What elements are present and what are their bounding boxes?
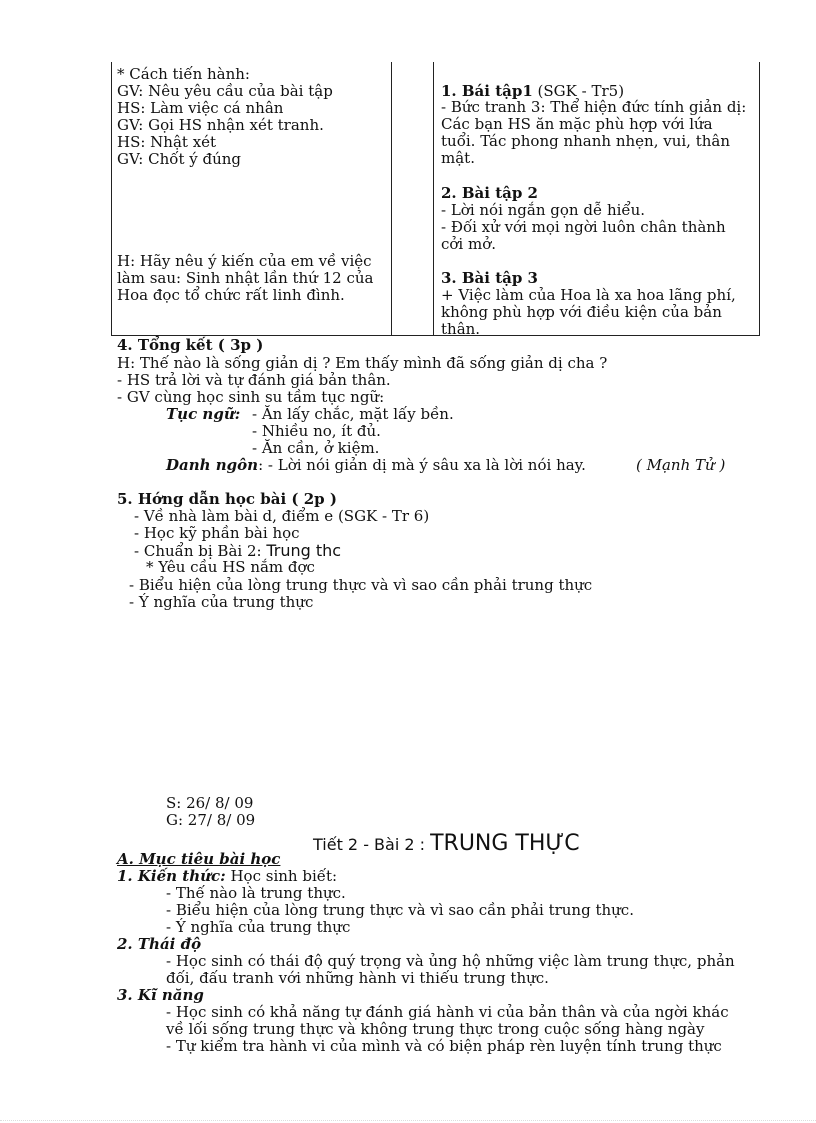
summary-line: H: Thế nào là sống giản dị ? Em thấy mình đã sống giản dị cha ?: [117, 354, 608, 372]
procedure-line: GV: Nêu yêu cầu của bài tập: [117, 82, 333, 100]
skill-heading: 3. Kĩ năng: [117, 986, 204, 1004]
exercise-2-line: - Lời nói ngắn gọn dễ hiểu.: [441, 201, 646, 219]
attitude-heading: 2. Thái độ: [117, 935, 202, 953]
procedure-line: GV: Chốt ý đúng: [117, 150, 242, 168]
question-line: Hoa đọc tổ chức rất linh đình.: [117, 286, 345, 304]
proverb-item: - Ăn cần, ở kiệm.: [252, 439, 380, 457]
exercise-1-line: Các bạn HS ăn mặc phù hợp với lứa: [441, 115, 713, 133]
skill-line: - Học sinh có khả năng tự đánh giá hành vi của bản thân và của ngời khác: [166, 1003, 729, 1021]
lesson-title: Tiết 2 - Bài 2 : TRUNG THỰC: [313, 831, 580, 856]
exercise-3-line: thân.: [441, 320, 481, 338]
proverb-item: - Ăn lấy chắc, mặt lấy bền.: [252, 405, 454, 423]
exercise-2-line: cởi mở.: [441, 235, 497, 253]
table-divider-left: [391, 62, 392, 335]
question-line: H: Hãy nêu ý kiến của em về việc: [117, 252, 372, 270]
knowledge-heading: 1. Kiến thức: Học sinh biết:: [117, 867, 338, 885]
exercise-3-heading: 3. Bài tập 3: [441, 269, 538, 287]
procedure-line: GV: Gọi HS nhận xét tranh.: [117, 116, 324, 134]
attitude-line: đối, đấu tranh với những hành vi thiếu trung thực.: [166, 969, 549, 987]
study-guide-title: 5. Hớng dẫn học bài ( 2p ): [117, 490, 337, 508]
attitude-line: - Học sinh có thái độ quý trọng và ủng hộ những việc làm trung thực, phản: [166, 952, 735, 970]
famous-quote: Danh ngôn: - Lời nói giản dị mà ý sâu xa là lời nói hay.: [166, 456, 586, 474]
knowledge-item: - Thế nào là trung thực.: [166, 884, 346, 902]
question-line: làm sau: Sinh nhật lần thứ 12 của: [117, 269, 374, 287]
table-border-left: [111, 62, 112, 335]
skill-line: - Tự kiểm tra hành vi của mình và có biện pháp rèn luyện tính trung thực: [166, 1037, 722, 1055]
exercise-1-line: mật.: [441, 149, 475, 167]
exercise-1-heading: 1. Bái tập1 (SGK - Tr5): [441, 82, 625, 100]
summary-line: - HS trả lời và tự đánh giá bản thân.: [117, 371, 391, 389]
knowledge-item: - Ý nghĩa của trung thực: [166, 918, 351, 936]
summary-title: 4. Tổng kết ( 3p ): [117, 336, 264, 354]
exercise-1-line: tuổi. Tác phong nhanh nhẹn, vui, thân: [441, 132, 730, 150]
prepare-line: - Chuẩn bị Bài 2: Trung thc: [134, 541, 342, 560]
requirement-item: - Ý nghĩa của trung thực: [129, 593, 314, 611]
objectives-heading: A. Mục tiêu bài học: [117, 850, 281, 868]
table-border-right: [759, 62, 760, 335]
procedure-line: HS: Nhật xét: [117, 133, 217, 151]
exercise-2-line: - Đối xử với mọi ngời luôn chân thành: [441, 218, 726, 236]
exercise-2-heading: 2. Bài tập 2: [441, 184, 538, 202]
date-g: G: 27/ 8/ 09: [166, 811, 256, 829]
study-guide-line: - Học kỹ phần bài học: [134, 524, 300, 542]
date-s: S: 26/ 8/ 09: [166, 794, 254, 812]
proverb-label: Tục ngữ:: [166, 405, 241, 423]
procedure-line: * Cách tiến hành:: [117, 65, 250, 83]
knowledge-item: - Biểu hiện của lòng trung thực và vì sao cần phải trung thực.: [166, 901, 634, 919]
page-footer-rule: [0, 1120, 816, 1121]
study-guide-line: - Về nhà làm bài d, điểm e (SGK - Tr 6): [134, 507, 430, 525]
skill-line: về lối sống trung thực và không trung thực trong cuộc sống hàng ngày: [166, 1020, 705, 1038]
procedure-line: HS: Làm việc cá nhân: [117, 99, 284, 117]
requirement-item: - Biểu hiện của lòng trung thực và vì sao cần phải trung thực: [129, 576, 593, 594]
proverb-item: - Nhiều no, ít đủ.: [252, 422, 381, 440]
quote-author: ( Mạnh Tử ): [636, 456, 726, 474]
exercise-1-line: - Bức tranh 3: Thể hiện đức tính giản dị:: [441, 98, 747, 116]
exercise-3-line: không phù hợp với điều kiện của bản: [441, 303, 722, 321]
table-divider-right: [433, 62, 434, 335]
requirement-line: * Yêu cầu HS nắm đợc: [146, 558, 315, 576]
summary-line: - GV cùng học sinh su tầm tục ngữ:: [117, 388, 385, 406]
exercise-3-line: + Việc làm của Hoa là xa hoa lãng phí,: [441, 286, 736, 304]
